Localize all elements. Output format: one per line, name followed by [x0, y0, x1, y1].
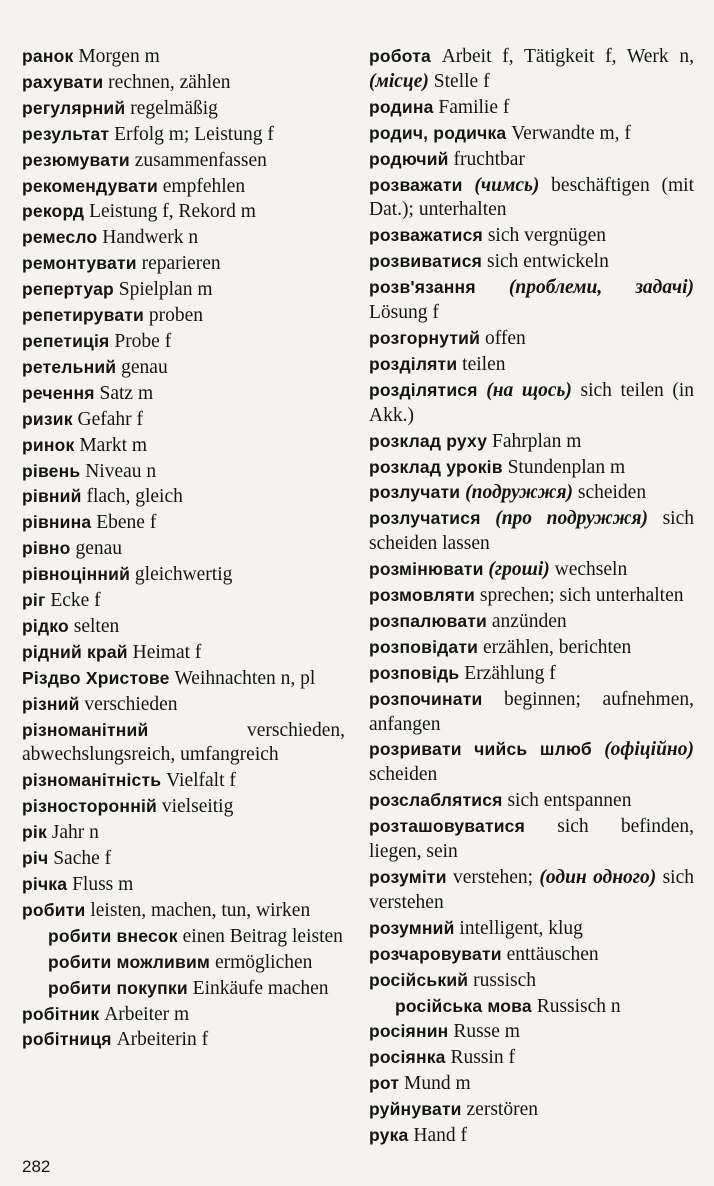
- entry-headword: річка: [22, 874, 68, 894]
- dictionary-entry: [369, 429, 694, 455]
- entry-translation: Fahrplan m: [487, 430, 582, 452]
- dictionary-entry: [369, 661, 694, 687]
- entry-headword: розчаровувати: [369, 943, 502, 964]
- entry-usage-note: (проблеми, задачі): [508, 277, 694, 299]
- entry-headword: річ: [22, 848, 49, 869]
- entry-usage-note: (чимсь): [474, 174, 540, 196]
- dictionary-entry: [22, 122, 345, 148]
- entry-translation: leisten, machen, tun, wirken: [85, 899, 311, 921]
- entry-headword: рот: [369, 1073, 400, 1094]
- dictionary-entry: [369, 378, 694, 429]
- dictionary-entry: [369, 121, 694, 147]
- entry-translation: teilen: [457, 353, 506, 375]
- entry-translation-cont: beschäftigen (mit Dat.); unterhalten: [369, 174, 694, 221]
- dictionary-entry: [369, 455, 694, 481]
- entry-headword: рівний: [22, 486, 82, 507]
- entry-headword: ранок: [22, 46, 74, 66]
- entry-headword: розпалювати: [369, 610, 488, 631]
- entry-translation: regelmäßig: [125, 97, 218, 119]
- dictionary-entry: [22, 562, 345, 588]
- entry-headword: робітник: [22, 1003, 100, 1024]
- dictionary-entry: [22, 950, 345, 976]
- entry-headword: рівноцінний: [22, 564, 131, 585]
- entry-headword: розмінювати: [369, 559, 484, 580]
- entry-headword: розповідь: [369, 662, 460, 683]
- entry-translation: Markt m: [74, 434, 148, 456]
- entry-translation: [592, 739, 604, 760]
- entry-translation: Mund m: [399, 1073, 471, 1095]
- left-column: [22, 44, 345, 1053]
- entry-headword: розгорнутий: [369, 327, 481, 348]
- entry-translation: Arbeit f, Tätigkeit f, Werk n,: [430, 46, 694, 67]
- entry-translation: ermöglichen: [210, 951, 313, 973]
- dictionary-entry: [22, 820, 345, 846]
- dictionary-entry: [22, 588, 345, 614]
- entry-translation: Arbeiterin f: [111, 1029, 209, 1051]
- entry-headword: ріг: [22, 590, 46, 611]
- entry-translation: einen Beitrag leisten: [177, 925, 343, 947]
- entry-headword: розривати чийсь шлюб: [369, 739, 592, 760]
- entry-headword: робити покупки: [48, 977, 188, 998]
- entry-headword: розмовляти: [369, 585, 476, 606]
- entry-headword: розташовуватися: [369, 816, 526, 837]
- dictionary-entry: [369, 814, 694, 865]
- dictionary-entry: [369, 788, 694, 814]
- dictionary-entry: [22, 692, 345, 718]
- entry-translation: sich befinden, liegen, sein: [369, 816, 694, 863]
- entry-headword: розслаблятися: [369, 790, 503, 811]
- entry-translation-cont: scheiden: [369, 764, 438, 786]
- page-number: 282: [22, 1157, 51, 1176]
- entry-translation: Gefahr f: [72, 408, 144, 430]
- dictionary-entry: [369, 1045, 694, 1071]
- dictionary-entry: [369, 916, 694, 942]
- dictionary-entry: [22, 614, 345, 640]
- entry-headword: російський: [369, 969, 469, 990]
- entry-translation: selten: [68, 615, 120, 637]
- entry-translation: verschieden, abwechslungsreich, umfangreich: [22, 719, 345, 766]
- entry-translation: [476, 277, 509, 298]
- entry-translation: Ebene f: [91, 512, 157, 534]
- dictionary-entry: [22, 1027, 345, 1053]
- entry-translation: rechnen, zählen: [103, 71, 231, 93]
- entry-headword: розуміти: [369, 867, 447, 887]
- entry-translation: beginnen; aufnehmen, anfangen: [369, 688, 694, 735]
- dictionary-entry: [369, 968, 694, 994]
- dictionary-entry: [22, 329, 345, 355]
- dictionary-entry: [22, 355, 345, 381]
- entry-translation: Russisch n: [531, 995, 621, 1017]
- entry-headword: різносторонній: [22, 796, 157, 817]
- dictionary-entry: [369, 609, 694, 635]
- entry-headword: речення: [22, 382, 95, 403]
- dictionary-entry: [369, 506, 694, 557]
- entry-usage-note: (офіційно): [604, 739, 694, 761]
- entry-translation: Satz m: [94, 382, 154, 404]
- entry-translation: genau: [70, 538, 123, 560]
- right-column: [369, 44, 694, 1149]
- entry-translation: gleichwertig: [130, 564, 233, 586]
- entry-headword: різний: [22, 693, 80, 714]
- entry-headword: робити внесок: [48, 925, 178, 946]
- entry-translation: Erfolg m; Leistung f: [109, 123, 274, 145]
- entry-headword: росіянка: [369, 1047, 446, 1068]
- dictionary-entry: [369, 1019, 694, 1045]
- entry-translation: offen: [480, 327, 526, 349]
- dictionary-entry: [22, 199, 345, 225]
- entry-headword: розділятися: [369, 379, 478, 400]
- entry-translation: sich vergnügen: [482, 225, 607, 247]
- entry-translation: zusammenfassen: [129, 149, 267, 171]
- entry-headword: розважатися: [369, 225, 483, 246]
- dictionary-entry: [22, 277, 345, 303]
- entry-translation: Handwerk n: [97, 227, 199, 249]
- entry-translation: Russin f: [445, 1047, 515, 1069]
- entry-translation: Verwandte m, f: [506, 122, 631, 144]
- dictionary-entry: [369, 275, 694, 326]
- entry-headword: розпочинати: [369, 688, 483, 709]
- entry-usage-note: (про подружжя): [495, 508, 648, 530]
- entry-headword: розумний: [369, 917, 455, 938]
- entry-translation: enttäuschen: [501, 943, 599, 965]
- dictionary-entry: [369, 1071, 694, 1097]
- dictionary-entry: [369, 480, 694, 506]
- entry-headword: результат: [22, 123, 110, 144]
- dictionary-entry: [22, 768, 345, 794]
- dictionary-entry: [369, 44, 694, 95]
- dictionary-entry: [22, 70, 345, 96]
- entry-translation: Familie f: [433, 96, 510, 118]
- entry-translation: Arbeiter m: [99, 1003, 190, 1025]
- dictionary-entry: [369, 223, 694, 249]
- entry-translation-cont: Stelle f: [428, 70, 490, 92]
- entry-translation: Fluss m: [67, 874, 134, 895]
- entry-headword: рівень: [22, 460, 81, 481]
- dictionary-entry: [22, 381, 345, 407]
- dictionary-entry: [369, 687, 694, 738]
- entry-translation-cont: Lösung f: [369, 302, 439, 324]
- entry-headword: розповідати: [369, 636, 479, 657]
- dictionary-entry: [22, 174, 345, 200]
- entry-headword: рік: [22, 822, 47, 843]
- entry-translation-cont: scheiden: [572, 482, 647, 504]
- entry-translation: Niveau n: [80, 460, 157, 482]
- entry-translation: empfehlen: [157, 175, 246, 197]
- entry-translation: Stundenplan m: [502, 456, 626, 478]
- entry-translation: reparieren: [136, 253, 221, 275]
- dictionary-entry: [22, 510, 345, 536]
- entry-translation: fruchtbar: [448, 148, 525, 170]
- entry-headword: ремесло: [22, 227, 98, 248]
- dictionary-entry: [369, 95, 694, 121]
- dictionary-entry: [369, 557, 694, 583]
- entry-headword: розважати: [369, 174, 463, 195]
- entry-headword: розклад уроків: [369, 456, 503, 477]
- entry-headword: розвиватися: [369, 251, 483, 272]
- entry-headword: рука: [369, 1125, 409, 1146]
- dictionary-entry: [22, 407, 345, 433]
- entry-translation: vielseitig: [156, 796, 234, 818]
- entry-headword: руйнувати: [369, 1099, 462, 1120]
- entry-translation: sich entspannen: [502, 790, 632, 812]
- dictionary-entry: [369, 147, 694, 173]
- entry-headword: родючий: [369, 148, 449, 169]
- entry-headword: репертуар: [22, 279, 114, 300]
- dictionary-entry: [22, 96, 345, 122]
- entry-translation: Jahr n: [46, 822, 99, 844]
- entry-translation-cont: sich scheiden lassen: [369, 508, 694, 555]
- entry-translation: Vielfalt f: [161, 770, 236, 792]
- dictionary-entry: [369, 326, 694, 352]
- entry-translation: russisch: [468, 969, 536, 991]
- entry-headword: робити: [22, 899, 86, 920]
- dictionary-entry: [369, 1097, 694, 1123]
- entry-headword: ризик: [22, 408, 73, 429]
- dictionary-entry: [369, 635, 694, 661]
- entry-translation: erzählen, berichten: [478, 636, 632, 658]
- entry-headword: рідко: [22, 615, 69, 636]
- entry-translation: anzünden: [487, 610, 567, 632]
- entry-headword: розділяти: [369, 353, 458, 374]
- entry-headword: рівно: [22, 538, 71, 559]
- dictionary-entry: [22, 148, 345, 174]
- entry-translation: sich entwickeln: [482, 251, 609, 273]
- entry-translation: Sache f: [48, 848, 112, 870]
- entry-headword: робота: [369, 46, 431, 66]
- dictionary-entry: [22, 433, 345, 459]
- dictionary-entry: [369, 249, 694, 275]
- dictionary-entry: [369, 1123, 694, 1149]
- entry-translation-cont: sich teilen (in Akk.): [369, 379, 695, 426]
- entry-translation: intelligent, klug: [454, 917, 583, 939]
- dictionary-entry: [22, 794, 345, 820]
- entry-translation: Russe m: [448, 1021, 520, 1043]
- entry-headword: росіянин: [369, 1021, 449, 1042]
- entry-headword: родич, родичка: [369, 122, 507, 143]
- entry-headword: розлучатися: [369, 508, 481, 529]
- entry-usage-note: (на щось): [486, 379, 572, 401]
- entry-translation: [463, 175, 475, 196]
- dictionary-entry: [369, 737, 694, 788]
- dictionary-entry: [22, 666, 345, 692]
- entry-translation: Spielplan m: [113, 279, 213, 301]
- entry-headword: розв'язання: [369, 277, 476, 298]
- entry-headword: рахувати: [22, 71, 104, 92]
- dictionary-entry: [22, 484, 345, 510]
- dictionary-entry: [22, 225, 345, 251]
- entry-translation: Weihnachten n, pl: [169, 667, 316, 689]
- dictionary-entry: [369, 994, 694, 1020]
- entry-headword: родина: [369, 96, 434, 117]
- dictionary-entry: [369, 352, 694, 378]
- entry-translation: verschieden: [79, 693, 178, 715]
- entry-headword: ретельний: [22, 356, 117, 377]
- entry-translation: zerstören: [461, 1099, 538, 1121]
- dictionary-entry: [369, 583, 694, 609]
- entry-headword: російська мова: [395, 995, 532, 1016]
- entry-headword: різноманітний: [22, 719, 149, 740]
- entry-headword: робити можливим: [48, 951, 211, 972]
- entry-translation: Leistung f, Rekord m: [84, 201, 256, 223]
- dictionary-entry: [22, 1002, 345, 1028]
- dictionary-entry: [22, 44, 345, 70]
- dictionary-entry: [22, 536, 345, 562]
- entry-headword: регулярний: [22, 97, 126, 118]
- entry-usage-note: (місце): [369, 70, 429, 92]
- dictionary-entry: [22, 898, 345, 924]
- entry-headword: репетирувати: [22, 305, 145, 326]
- entry-translation: Ecke f: [45, 590, 101, 612]
- dictionary-entry: [22, 303, 345, 329]
- entry-headword: розлучати: [369, 482, 461, 503]
- dictionary-entry: [22, 924, 345, 950]
- entry-translation: Heimat f: [127, 641, 202, 663]
- dictionary-entry: [22, 640, 345, 666]
- entry-translation-cont: wechseln: [549, 559, 628, 581]
- entry-headword: резюмувати: [22, 149, 130, 170]
- entry-translation: Hand f: [408, 1125, 467, 1147]
- entry-headword: розклад руху: [369, 430, 488, 451]
- dictionary-entry: [22, 846, 345, 872]
- entry-translation: Einkäufe machen: [187, 977, 329, 999]
- entry-headword: різноманітність: [22, 770, 162, 791]
- entry-translation: Probe f: [109, 330, 172, 352]
- dictionary-entry: [369, 865, 694, 916]
- dictionary-entry: [369, 942, 694, 968]
- entry-headword: Різдво Христове: [22, 667, 170, 688]
- entry-usage-note: (гроші): [488, 559, 550, 581]
- entry-headword: рекорд: [22, 201, 85, 222]
- dictionary-entry: [22, 251, 345, 277]
- dictionary-entry: [22, 718, 345, 769]
- entry-headword: репетиція: [22, 330, 110, 351]
- entry-translation: Erzählung f: [459, 662, 556, 684]
- entry-headword: рівнина: [22, 512, 92, 533]
- entry-headword: робітниця: [22, 1029, 112, 1050]
- entry-translation: genau: [116, 356, 168, 378]
- dictionary-entry: [369, 173, 694, 224]
- entry-translation-cont: sich verstehen: [369, 867, 694, 913]
- entry-translation: proben: [144, 305, 204, 327]
- entry-translation: [481, 508, 496, 529]
- entry-headword: ринок: [22, 434, 75, 455]
- entry-headword: рідний край: [22, 641, 128, 662]
- dictionary-entry: [22, 459, 345, 485]
- entry-translation: flach, gleich: [81, 486, 183, 508]
- dictionary-entry: [22, 872, 345, 898]
- entry-headword: ремонтувати: [22, 253, 137, 274]
- entry-translation: Morgen m: [73, 46, 160, 67]
- entry-translation: sprechen; sich unterhalten: [475, 585, 684, 607]
- entry-translation: verstehen;: [446, 867, 540, 888]
- entry-usage-note: (один одного): [539, 867, 657, 888]
- entry-usage-note: (подружжя): [465, 482, 573, 504]
- entry-headword: рекомендувати: [22, 175, 158, 196]
- dictionary-entry: [22, 976, 345, 1002]
- entry-translation: [478, 380, 487, 401]
